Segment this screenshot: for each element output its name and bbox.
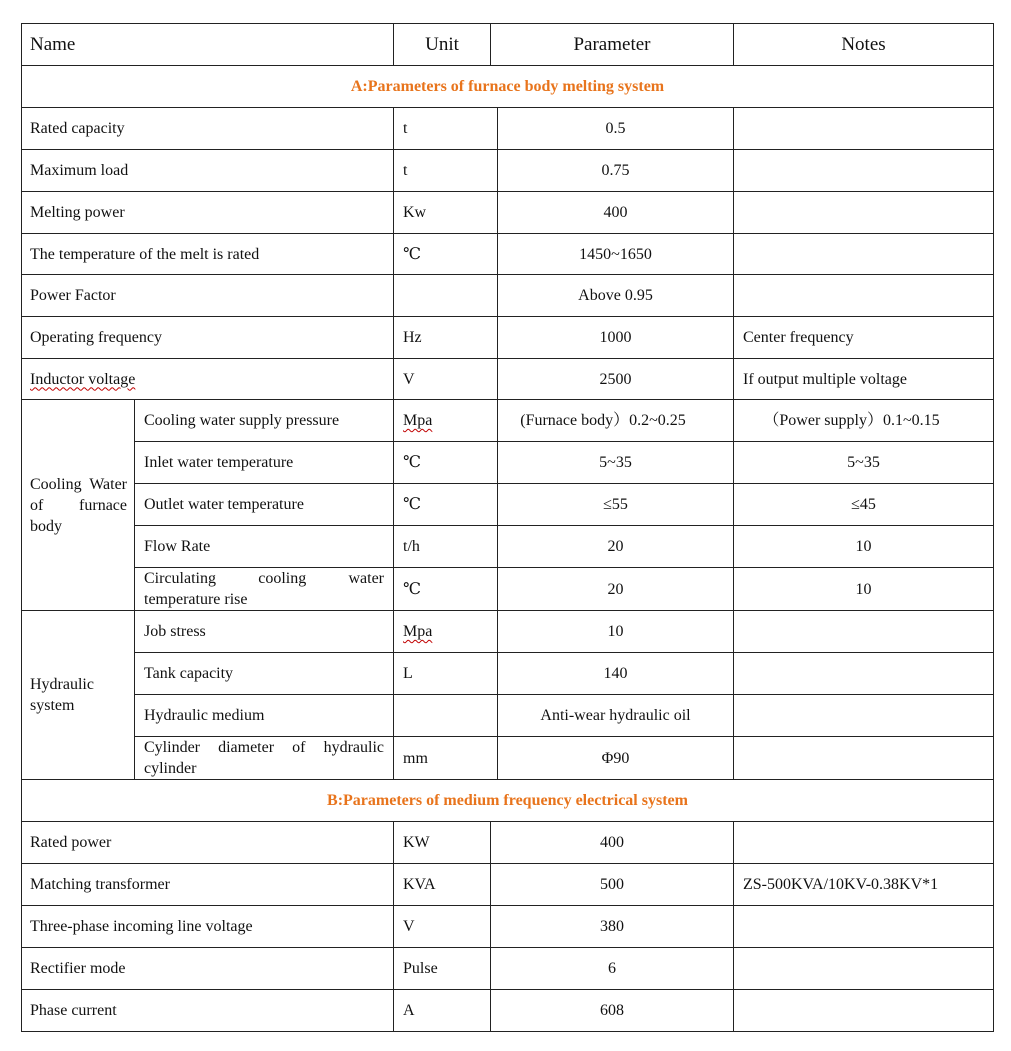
- row-unit: V: [403, 370, 415, 388]
- row-name: Rated power: [30, 834, 112, 851]
- row-notes: [734, 948, 993, 989]
- row-name: Tank capacity: [144, 665, 234, 682]
- row-parameter: 400: [600, 834, 624, 851]
- row-name: Rectifier mode: [30, 960, 126, 977]
- row-parameter: 140: [603, 665, 628, 682]
- row-name: Three-phase incoming line voltage: [30, 918, 253, 935]
- row-name: [135, 737, 393, 779]
- row-notes: [734, 611, 993, 652]
- row-unit: Pulse: [403, 960, 438, 977]
- row-parameter: 20: [607, 580, 624, 598]
- row-unit: t: [403, 162, 408, 179]
- row-unit: mm: [403, 749, 428, 767]
- row-name: Job stress: [144, 623, 206, 640]
- row-notes: [734, 234, 993, 274]
- row-parameter: 400: [603, 204, 628, 221]
- row-notes: 10: [855, 580, 872, 598]
- row-notes: [734, 990, 993, 1031]
- row-parameter: 2500: [599, 370, 632, 388]
- row-parameter: Anti-wear hydraulic oil: [540, 707, 691, 724]
- row-unit: [394, 695, 497, 736]
- row-unit: KW: [403, 834, 430, 851]
- row-name: [135, 568, 393, 610]
- row-parameter: 0.75: [601, 162, 630, 179]
- row-parameter: ≤55: [603, 496, 628, 513]
- row-notes: [734, 653, 993, 694]
- header-notes: Notes: [841, 34, 886, 55]
- row-notes: [734, 737, 993, 779]
- row-parameter: Above 0.95: [578, 287, 653, 304]
- row-parameter: 500: [600, 876, 624, 893]
- row-unit: [394, 400, 497, 441]
- row-parameter: 10: [607, 623, 624, 640]
- row-name: Cooling water supply pressure: [144, 412, 340, 429]
- row-notes: Center frequency: [743, 329, 854, 346]
- row-unit: V: [403, 918, 415, 935]
- row-unit: KVA: [403, 876, 436, 893]
- row-unit: A: [403, 1002, 415, 1019]
- row-notes: [734, 192, 993, 233]
- row-unit: L: [403, 665, 413, 682]
- group-label-hydraulic: [22, 611, 134, 779]
- row-unit: ℃: [403, 454, 421, 471]
- row-notes: [734, 906, 993, 947]
- row-parameter: 380: [600, 918, 624, 935]
- row-notes: [734, 695, 993, 736]
- row-unit: Kw: [403, 204, 427, 221]
- row-parameter: Φ90: [601, 749, 630, 767]
- row-notes: [734, 275, 993, 316]
- row-parameter: 0.5: [605, 120, 626, 137]
- row-name-text: Inductor voltage: [30, 370, 136, 388]
- group-label-cooling: [22, 400, 134, 610]
- row-name: Outlet water temperature: [144, 496, 304, 513]
- row-name: Rated capacity: [30, 120, 125, 137]
- row-unit: ℃: [403, 496, 421, 513]
- row-name-text: Cylinder diameter of hydraulic cylinder: [144, 739, 384, 777]
- header-name: Name: [30, 34, 76, 55]
- section-b-title: B:Parameters of medium frequency electrical system: [327, 792, 688, 809]
- group-label-cooling-text: Cooling Water of furnace body: [30, 475, 127, 535]
- row-name: Power Factor: [30, 287, 116, 304]
- row-unit: ℃: [403, 245, 421, 263]
- row-unit-text: Mpa: [403, 623, 433, 640]
- row-notes: If output multiple voltage: [743, 370, 907, 388]
- header-parameter: Parameter: [573, 34, 651, 55]
- header-unit: Unit: [425, 34, 459, 55]
- row-parameter: 6: [608, 960, 616, 977]
- section-a-title: A:Parameters of furnace body melting system: [350, 78, 665, 95]
- row-unit: Hz: [403, 329, 422, 346]
- row-parameter: 20: [607, 538, 624, 555]
- row-unit: t: [403, 120, 408, 137]
- row-unit: t/h: [403, 538, 420, 555]
- row-parameter: 608: [600, 1002, 624, 1019]
- row-unit: [394, 611, 497, 652]
- group-label-hydraulic-text: Hydraulic system: [30, 676, 94, 714]
- row-notes: 10: [855, 538, 872, 555]
- row-name: Melting power: [30, 204, 125, 221]
- row-name: [22, 359, 393, 399]
- row-notes: [734, 150, 993, 191]
- row-name: Operating frequency: [30, 329, 162, 346]
- row-name: Flow Rate: [144, 538, 211, 555]
- row-notes: （Power supply）0.1~0.15: [763, 412, 940, 429]
- row-unit: ℃: [403, 580, 421, 598]
- row-parameter: (Furnace body）0.2~0.25: [520, 412, 686, 429]
- row-name: Inlet water temperature: [144, 454, 294, 471]
- row-notes: [734, 822, 993, 863]
- row-name-text: Circulating cooling water temperature rise: [144, 570, 384, 608]
- row-parameter: 1000: [599, 329, 632, 346]
- row-unit: [394, 275, 497, 316]
- row-notes: [734, 108, 993, 149]
- row-parameter: 1450~1650: [579, 245, 652, 263]
- row-name: Matching transformer: [30, 876, 170, 893]
- row-name: Hydraulic medium: [144, 707, 265, 724]
- row-notes: ≤45: [851, 496, 876, 513]
- row-notes: 5~35: [847, 454, 880, 471]
- row-name: Maximum load: [30, 162, 129, 179]
- row-parameter: 5~35: [599, 454, 632, 471]
- row-name: The temperature of the melt is rated: [30, 245, 260, 263]
- row-name: Phase current: [30, 1002, 117, 1019]
- row-notes: ZS-500KVA/10KV-0.38KV*1: [743, 876, 939, 893]
- row-unit-text: Mpa: [403, 412, 433, 429]
